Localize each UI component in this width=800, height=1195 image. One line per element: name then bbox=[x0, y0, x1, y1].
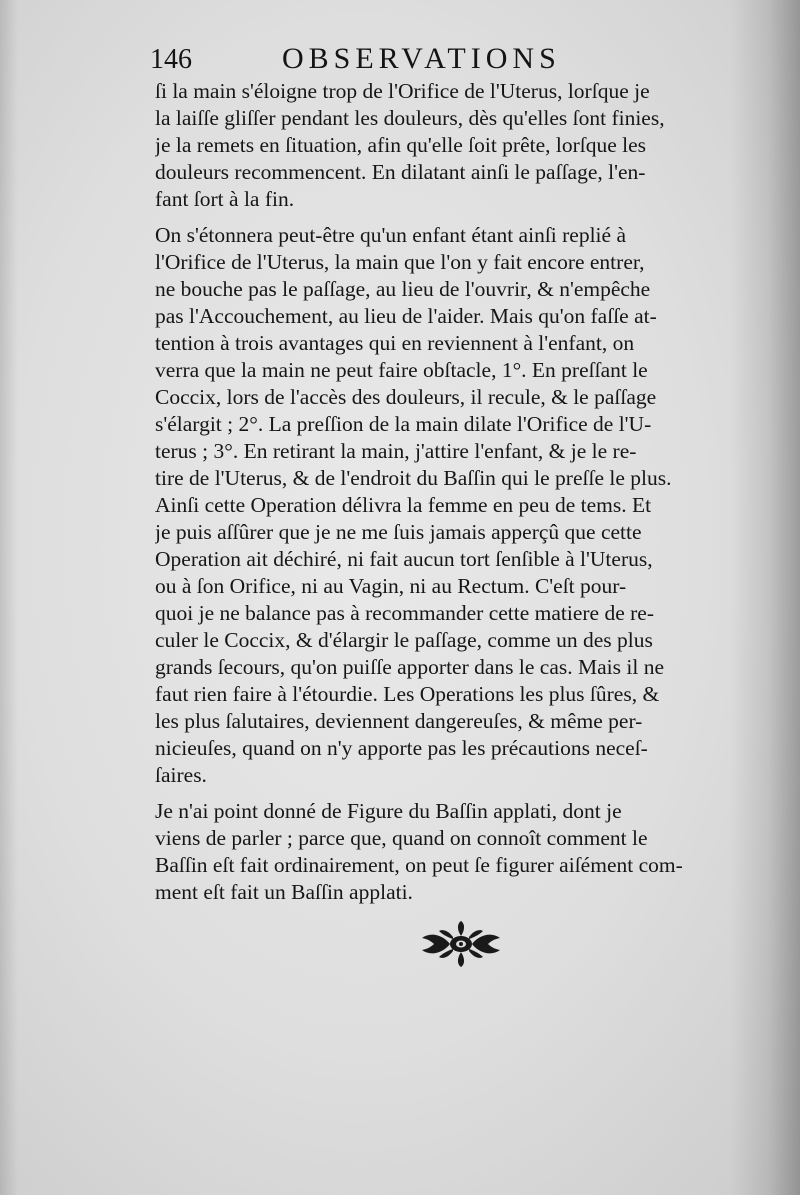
page-edge-shadow bbox=[0, 0, 18, 1195]
text-line: Operation ait déchiré, ni fait aucun tort ſenſible à l'Uterus, bbox=[155, 547, 653, 571]
text-line: tire de l'Uterus, & de l'endroit du Baſſin qui le preſſe le plus. bbox=[155, 466, 672, 490]
text-line: grands ſecours, qu'on puiſſe apporter dans le cas. Mais il ne bbox=[155, 655, 664, 679]
text-line: ment eſt fait un Baſſin applati. bbox=[155, 880, 413, 904]
page-number: 146 bbox=[150, 44, 192, 75]
text-line: je puis aſſûrer que je ne me ſuis jamais apperçû que cette bbox=[155, 520, 642, 544]
fleuron-ornament-icon bbox=[418, 920, 504, 968]
page-header bbox=[150, 42, 790, 82]
body-text bbox=[155, 78, 785, 906]
text-line: culer le Coccix, & d'élargir le paſſage, comme un des plus bbox=[155, 628, 653, 652]
text-line: terus ; 3°. En retirant la main, j'attire l'enfant, & je le re- bbox=[155, 439, 637, 463]
text-line: pas l'Accouchement, au lieu de l'aider. Mais qu'on faſſe at- bbox=[155, 304, 657, 328]
text-line: ne bouche pas le paſſage, au lieu de l'ouvrir, & n'empêche bbox=[155, 277, 651, 301]
running-head: OBSERVATIONS bbox=[282, 42, 561, 75]
text-line: douleurs recommencent. En dilatant ainſi le paſſage, l'en- bbox=[155, 160, 646, 184]
text-line: On s'étonnera peut-être qu'un enfant étant ainſi replié à bbox=[155, 223, 626, 247]
text-line: je la remets en ſituation, afin qu'elle ſoit prête, lorſque les bbox=[155, 133, 647, 157]
text-line: ou à ſon Orifice, ni au Vagin, ni au Rectum. C'eſt pour- bbox=[155, 574, 627, 598]
text-line: ſaires. bbox=[155, 763, 207, 787]
text-line: les plus ſalutaires, deviennent dangereuſes, & même per- bbox=[155, 709, 643, 733]
text-line: l'Orifice de l'Uterus, la main que l'on y fait encore entrer, bbox=[155, 250, 645, 274]
text-line: Je n'ai point donné de Figure du Baſſin applati, dont je bbox=[155, 799, 622, 823]
text-line: Ainſi cette Operation délivra la femme en peu de tems. Et bbox=[155, 493, 652, 517]
text-line: faut rien faire à l'étourdie. Les Operations les plus ſûres, & bbox=[155, 682, 660, 706]
text-line: la laiſſe gliſſer pendant les douleurs, dès qu'elles ſont finies, bbox=[155, 106, 665, 130]
text-line: Baſſin eſt fait ordinairement, on peut ſe figurer aiſément com- bbox=[155, 853, 683, 877]
text-line: verra que la main ne peut faire obſtacle, 1°. En preſſant le bbox=[155, 358, 648, 382]
text-line: nicieuſes, quand on n'y apporte pas les précautions neceſ- bbox=[155, 736, 648, 760]
text-line: ſi la main s'éloigne trop de l'Orifice de l'Uterus, lorſque je bbox=[155, 79, 650, 103]
text-line: viens de parler ; parce que, quand on connoît comment le bbox=[155, 826, 648, 850]
text-line: tention à trois avantages qui en reviennent à l'enfant, on bbox=[155, 331, 635, 355]
text-line: fant ſort à la fin. bbox=[155, 187, 295, 211]
text-line: quoi je ne balance pas à recommander cette matiere de re- bbox=[155, 601, 655, 625]
text-line: Coccix, lors de l'accès des douleurs, il recule, & le paſſage bbox=[155, 385, 657, 409]
text-line: s'élargit ; 2°. La preſſion de la main dilate l'Orifice de l'U- bbox=[155, 412, 652, 436]
